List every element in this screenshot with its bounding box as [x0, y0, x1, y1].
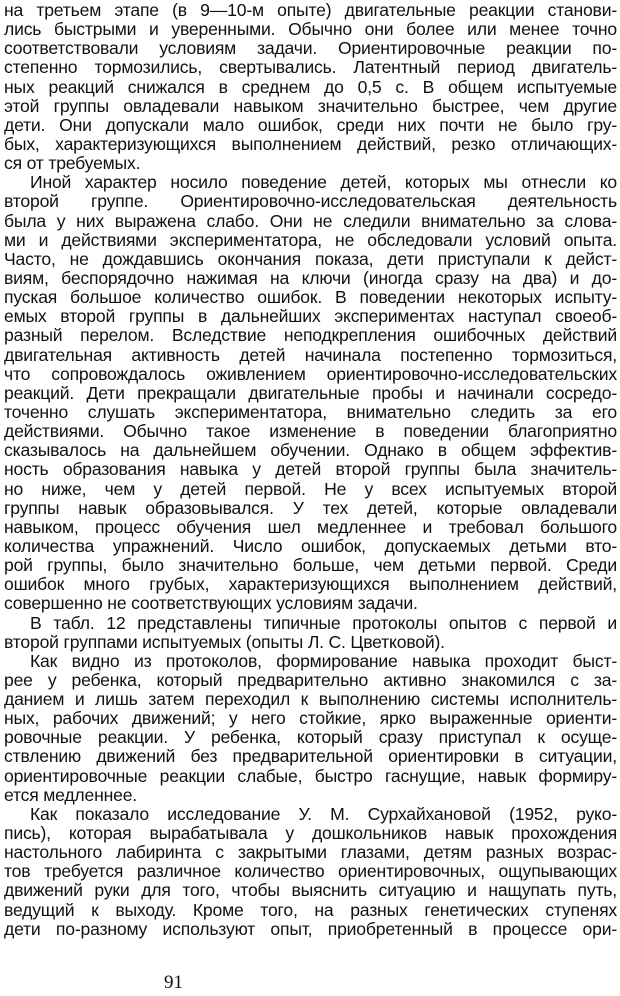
text-line: рее у ребенка, который предварительно активно знакомился с за- — [4, 670, 617, 690]
text-line: Как видно из протоколов, формирование навыка проходит быст- — [30, 651, 617, 671]
text-line: ся от требуемых. — [4, 154, 141, 174]
paragraph — [4, 652, 617, 805]
text-line: совершенно не соответствующих условиям задачи. — [4, 594, 418, 614]
text-line: рой группы, было значительно больше, чем детьми первой. Среди — [4, 556, 617, 576]
text-line: на третьем этапе (в 9—10-м опыте) двигательные реакции станови- — [4, 1, 617, 20]
text-line: разный перелом. Вследствие неподкрепления ошибочных действий — [4, 326, 617, 346]
text-line: дети по-разному используют опыт, приобретенный в процессе ори- — [4, 919, 617, 939]
text-line: группы навык образовывался. У тех детей, которые овладевали — [4, 498, 617, 518]
paragraph — [4, 1, 617, 173]
text-line: ствлению движений без предварительной ориентировки в ситуации, — [4, 747, 617, 767]
text-line: лись быстрыми и уверенными. Обычно они более или менее точно — [4, 20, 617, 40]
paragraph — [4, 805, 617, 939]
text-line: реакций. Дети прекращали двигательные пробы и начинали сосредо- — [4, 383, 617, 403]
text-line: Иной характер носило поведение детей, которых мы отнесли ко — [30, 173, 617, 193]
page-number: 91 — [164, 972, 183, 993]
text-line: настольного лабиринта с закрытыми глазами, детям разных возрас- — [4, 843, 617, 863]
text-line: ведущий к выходу. Кроме того, на разных генетических ступенях — [4, 900, 617, 920]
text-line: В табл. 12 представлены типичные протоколы опытов с первой и — [30, 613, 617, 633]
text-line: точенно слушать экспериментатора, внимательно следить за его — [4, 402, 617, 422]
text-line: дети. Они допускали мало ошибок, среди них почти не было гру- — [4, 115, 617, 135]
text-line: что сопровождалось оживлением ориентировочно-исследовательских — [4, 364, 617, 384]
text-line: второй группами испытуемых (опыты Л. С. Цветковой). — [4, 632, 445, 652]
text-line: ность образования навыка у детей второй группы была значитель- — [4, 460, 617, 480]
text-line: тов требуется различное количество ориентировочных, ощупывающих — [4, 862, 617, 882]
text-line: количества упражнений. Число ошибок, допускаемых детьми вто- — [4, 536, 617, 556]
text-line: емых второй группы в дальнейших экспериментах наступал своеоб- — [4, 307, 617, 327]
text-line: соответствовали условиям задачи. Ориентировочные реакции по- — [4, 39, 617, 59]
text-line: ных, рабочих движений; у него стойкие, ярко выраженные ориенти- — [4, 709, 617, 729]
text-line: ных реакций снижался в среднем до 0,5 с. В общем испытуемые — [4, 77, 617, 97]
text-line: ориентировочные реакции слабые, быстро гаснущие, навык формиру- — [4, 766, 617, 786]
text-line: пуская большое количество ошибок. В поведении некоторых испыту- — [4, 288, 617, 308]
text-line: бых, характеризующихся выполнением действий, резко отличающих- — [4, 134, 617, 154]
text-line: Часто, не дождавшись окончания показа, дети приступали к дейст- — [4, 249, 617, 269]
text-line: пись), которая вырабатывала у дошкольников навык прохождения — [4, 824, 617, 844]
text-line: сказывалось на дальнейшем обучении. Однако в общем эффектив- — [4, 441, 617, 461]
text-line: ровочные реакции. У ребенка, который сразу приступал к осуще- — [4, 728, 617, 748]
text-line: ми и действиями экспериментатора, не обследовали условий опыта. — [4, 230, 617, 250]
text-line: двигательная активность детей начинала постепенно тормозиться, — [4, 345, 617, 365]
text-line: ошибок много грубых, характеризующихся выполнением действий, — [4, 575, 617, 595]
text-line: навыком, процесс обучения шел медленнее и требовал большого — [4, 517, 617, 537]
text-line: степенно тормозились, свертывались. Латентный период двигатель- — [4, 58, 617, 78]
text-line: виям, беспорядочно нажимая на ключи (иногда сразу на два) и до- — [4, 268, 617, 288]
text-line: была у них выражена слабо. Они не следили внимательно за слова- — [4, 211, 617, 231]
text-line: этой группы овладевали навыком значительно быстрее, чем другие — [4, 96, 617, 116]
text-line: данием и лишь затем переходил к выполнению системы исполнитель- — [4, 690, 617, 710]
paragraph — [4, 173, 617, 613]
paragraph — [4, 614, 617, 652]
body-text — [4, 1, 617, 939]
text-line: движений руки для того, чтобы выяснить ситуацию и нащупать путь, — [4, 881, 617, 901]
text-line: но ниже, чем у детей первой. Не у всех испытуемых второй — [4, 479, 617, 499]
text-line: Как показало исследование У. М. Сурхайхановой (1952, руко- — [30, 804, 617, 824]
text-line: действиями. Обычно такое изменение в поведении благоприятно — [4, 422, 617, 442]
text-line: ется медленнее. — [4, 785, 137, 805]
text-line: второй группе. Ориентировочно-исследовательская деятельность — [4, 192, 617, 212]
